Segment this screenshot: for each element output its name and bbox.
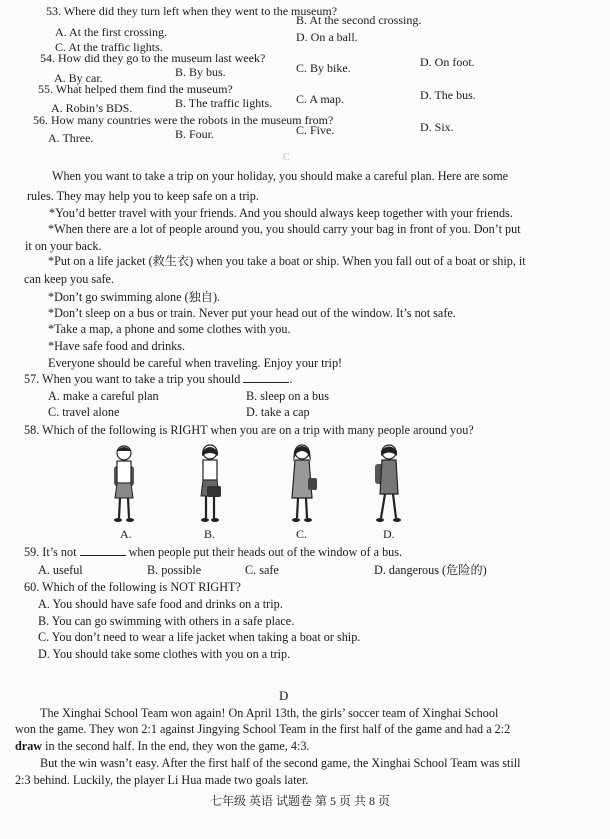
q59-option-a: A. useful xyxy=(38,563,83,577)
person-figure-c xyxy=(282,442,322,526)
passage-c-rule: *Don’t sleep on a bus or train. Never put your head out of the window. It’s not safe. xyxy=(48,306,456,320)
q60-option-b: B. You can go swimming with others in a safe place. xyxy=(38,614,295,628)
section-d-heading: D xyxy=(279,688,289,703)
q53-option-d: D. On a ball. xyxy=(296,30,358,44)
q56-stem: 56. How many countries were the robots in the museum from? xyxy=(33,113,334,127)
q57-stem: 57. When you want to take a trip you should . xyxy=(24,372,293,386)
q55-option-b: B. The traffic lights. xyxy=(175,96,273,110)
q54-stem: 54. How did they go to the museum last week? xyxy=(40,51,266,65)
q57-stem-text: 57. When you want to take a trip you should xyxy=(24,372,241,386)
q53-stem: 53. Where did they turn left when they went to the museum? xyxy=(46,4,338,18)
passage-d-line: The Xinghai School Team won again! On April 13th, the girls’ soccer team of Xinghai School xyxy=(40,706,499,720)
q54-option-c: C. By bike. xyxy=(296,61,351,75)
q59-option-b: B. possible xyxy=(147,563,202,577)
q60-stem: 60. Which of the following is NOT RIGHT? xyxy=(24,580,241,594)
q56-option-a: A. Three. xyxy=(48,131,94,145)
vocab-word-draw: draw xyxy=(15,739,43,753)
passage-d-line: But the win wasn’t easy. After the first half of the second game, the Xinghai School Team was still xyxy=(40,756,521,770)
figure-label-a: A. xyxy=(120,527,132,541)
figure-label-b: B. xyxy=(204,527,216,541)
q60-option-d: D. You should take some clothes with you on a trip. xyxy=(38,647,291,661)
q59-option-d: D. dangerous (危险的) xyxy=(374,563,487,577)
q53-option-c: C. At the traffic lights. xyxy=(55,40,163,54)
passage-c-rule: it on your back. xyxy=(25,239,102,253)
q59-stem-end: when people put their heads out of the window of a bus. xyxy=(128,545,403,559)
q53-option-a: A. At the first crossing. xyxy=(55,25,167,39)
passage-c-rule: *Don’t go swimming alone (独自). xyxy=(48,290,221,304)
q55-option-c: C. A map. xyxy=(296,92,345,106)
person-figure-b xyxy=(190,442,230,526)
q57-option-b: B. sleep on a bus xyxy=(246,389,329,403)
q56-option-d: D. Six. xyxy=(420,120,454,134)
passage-c-rule: can keep you safe. xyxy=(24,272,115,286)
figure-label-c: C. xyxy=(296,527,308,541)
q59-option-c: C. safe xyxy=(245,563,279,577)
q55-stem: 55. What helped them find the museum? xyxy=(38,82,233,96)
page-footer: 七年级 英语 试题卷 第 5 页 共 8 页 xyxy=(210,794,391,808)
q54-option-d: D. On foot. xyxy=(420,55,475,69)
q55-option-d: D. The bus. xyxy=(420,88,476,102)
q57-option-a: A. make a careful plan xyxy=(48,389,159,403)
q56-option-c: C. Five. xyxy=(296,123,335,137)
passage-c-rule: *Have safe food and drinks. xyxy=(48,339,186,353)
passage-c-rule: *Put on a life jacket (救生衣) when you take a boat or ship. When you fall out of a boat or ship, it xyxy=(48,254,526,268)
passage-c-rule: *Take a map, a phone and some clothes with you. xyxy=(48,322,291,336)
passage-d-text: in the second half. In the end, they won the game, 4:3. xyxy=(42,739,310,753)
q60-option-a: A. You should have safe food and drinks on a trip. xyxy=(38,597,283,611)
answer-blank xyxy=(243,372,289,383)
passage-c-rule: *When there are a lot of people around you, you should carry your bag in front of you. Don’t put xyxy=(48,222,521,236)
q57-option-d: D. take a cap xyxy=(246,405,310,419)
q54-option-b: B. By bus. xyxy=(175,65,226,79)
answer-blank xyxy=(80,545,126,556)
q60-option-c: C. You don’t need to wear a life jacket when taking a boat or ship. xyxy=(38,630,361,644)
passage-d-line: 2:3 behind. Luckily, the player Li Hua made two goals later. xyxy=(15,773,309,787)
q54-option-a: A. By car. xyxy=(54,71,103,85)
q53-option-b: B. At the second crossing. xyxy=(296,13,422,27)
passage-d-line xyxy=(15,739,309,753)
passage-c-rule: *You’d better travel with your friends. And you should always keep together with your friends. xyxy=(49,206,513,220)
passage-d-line: won the game. They won 2:1 against Jingying School Team in the first half of the game and had a 2:2 xyxy=(15,722,511,736)
person-figure-d xyxy=(367,442,407,526)
q56-option-b: B. Four. xyxy=(175,127,215,141)
q55-option-a: A. Robin’s BDS. xyxy=(51,101,133,115)
passage-c-line: When you want to take a trip on your holiday, you should make a careful plan. Here are some xyxy=(52,169,509,183)
section-c-heading: C xyxy=(283,152,290,163)
passage-c-line: rules. They may help you to keep safe on a trip. xyxy=(27,189,259,203)
q57-option-c: C. travel alone xyxy=(48,405,120,419)
figure-label-d: D. xyxy=(383,527,395,541)
q59-stem xyxy=(24,545,402,559)
person-figure-a xyxy=(104,442,144,526)
q58-stem: 58. Which of the following is RIGHT when you are on a trip with many people around you? xyxy=(24,423,474,437)
q59-stem-start: 59. It’s not xyxy=(24,545,77,559)
passage-c-ending: Everyone should be careful when traveling. Enjoy your trip! xyxy=(48,356,343,370)
